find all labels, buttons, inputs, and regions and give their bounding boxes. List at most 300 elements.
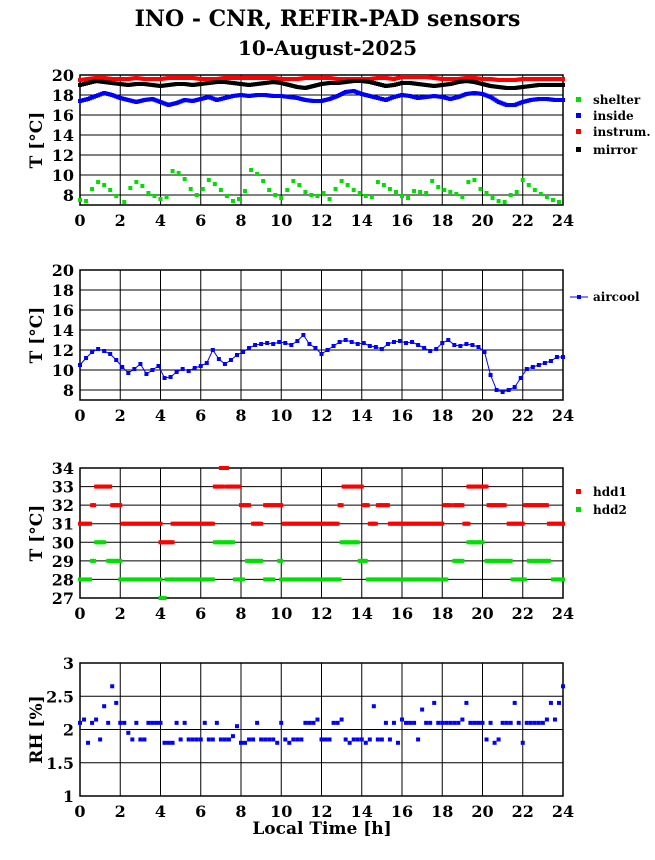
data-point [275, 741, 279, 745]
data-point [533, 721, 537, 725]
data-point [293, 96, 297, 100]
data-point [557, 701, 561, 705]
data-point [118, 503, 122, 507]
data-point [191, 737, 195, 741]
legend-item [576, 93, 641, 107]
data-point [442, 188, 446, 192]
data-point [150, 368, 154, 372]
x-tick-label: 20 [471, 604, 494, 623]
y-tick-label: 27 [51, 589, 74, 608]
data-point [146, 721, 150, 725]
data-point [84, 199, 88, 203]
data-point [175, 370, 179, 374]
data-point [398, 339, 402, 343]
data-point [523, 577, 527, 581]
legend-label: mirror [593, 143, 638, 157]
data-point [156, 84, 160, 88]
data-point [271, 577, 275, 581]
data-point [215, 721, 219, 725]
data-point [472, 721, 476, 725]
x-tick-label: 24 [551, 802, 575, 821]
y-tick-label: 12 [51, 341, 74, 360]
data-point [326, 76, 330, 80]
data-point [487, 84, 491, 88]
data-point [382, 183, 386, 187]
data-point [527, 84, 531, 88]
data-point [295, 339, 299, 343]
data-point [134, 180, 138, 184]
x-tick-label: 0 [74, 406, 86, 425]
data-point [140, 77, 144, 81]
y-tick-label: 18 [51, 86, 74, 105]
data-point [551, 198, 555, 202]
data-point [207, 737, 211, 741]
data-point [235, 724, 239, 728]
data-point [434, 347, 438, 351]
data-point [545, 195, 549, 199]
data-point [227, 737, 231, 741]
data-point [267, 737, 271, 741]
data-point [261, 76, 265, 80]
data-point [406, 81, 410, 85]
data-point [392, 340, 396, 344]
data-point [301, 86, 305, 90]
data-point [122, 200, 126, 204]
data-point [460, 195, 464, 199]
data-point [350, 79, 354, 83]
data-point [114, 194, 118, 198]
data-point [78, 198, 82, 202]
x-tick-label: 22 [511, 211, 534, 230]
data-point [213, 97, 217, 101]
data-point [159, 522, 163, 526]
data-point [140, 99, 144, 103]
y-tick-label: 16 [51, 106, 74, 125]
data-point [221, 485, 225, 489]
data-point [181, 99, 185, 103]
data-point [122, 721, 126, 725]
data-point [382, 76, 386, 80]
y-tick-label: 30 [51, 533, 74, 553]
data-point [392, 721, 396, 725]
data-point [179, 737, 183, 741]
data-point [424, 721, 428, 725]
data-point [535, 97, 539, 101]
data-point [503, 102, 507, 106]
data-point [366, 80, 370, 84]
data-point [114, 358, 118, 362]
data-point [557, 200, 561, 204]
data-point [326, 81, 330, 85]
data-point [108, 188, 112, 192]
data-point [239, 741, 243, 745]
data-point [301, 98, 305, 102]
data-point [263, 737, 267, 741]
data-point [167, 741, 171, 745]
data-point [213, 182, 217, 186]
data-point [460, 559, 464, 563]
data-point [132, 100, 136, 104]
data-point [116, 95, 120, 99]
data-point [92, 503, 96, 507]
data-point [148, 83, 152, 87]
data-point [183, 177, 187, 181]
data-point [336, 721, 340, 725]
data-point [189, 187, 193, 191]
x-tick-label: 4 [154, 211, 167, 230]
data-point [138, 737, 142, 741]
legend-label: instrum. [593, 125, 651, 139]
y-tick-label: 10 [51, 361, 74, 380]
data-point [94, 718, 98, 722]
data-point [549, 701, 553, 705]
data-point [328, 197, 332, 201]
data-point [205, 77, 209, 81]
data-point [90, 187, 94, 191]
data-point [509, 721, 513, 725]
y-tick-label: 18 [51, 281, 74, 300]
x-tick-label: 8 [235, 406, 247, 425]
data-point [436, 721, 440, 725]
x-tick-label: 10 [270, 406, 293, 425]
data-point [454, 192, 458, 196]
data-point [301, 333, 305, 337]
data-point [501, 390, 505, 394]
data-point [231, 734, 235, 738]
data-point [408, 721, 412, 725]
data-point [247, 737, 251, 741]
data-point [102, 704, 106, 708]
data-point [211, 348, 215, 352]
data-point [259, 522, 263, 526]
data-point [277, 81, 281, 85]
data-point [259, 342, 263, 346]
data-point [539, 192, 543, 196]
data-point [485, 191, 489, 195]
y-axis-label: T [°C] [27, 111, 47, 169]
data-point [269, 76, 273, 80]
legend-label: hdd2 [593, 503, 627, 517]
y-tick-label: 14 [51, 321, 74, 340]
data-point [279, 196, 283, 200]
y-axis-label: T [°C] [27, 306, 47, 364]
x-tick-label: 20 [471, 802, 494, 821]
data-point [535, 77, 539, 81]
data-point [241, 577, 245, 581]
data-point [293, 85, 297, 89]
data-point [561, 355, 565, 359]
data-point [229, 358, 233, 362]
data-point [460, 503, 464, 507]
data-point [513, 385, 517, 389]
data-point [199, 364, 203, 368]
x-tick-label: 8 [235, 802, 247, 821]
data-point [334, 187, 338, 191]
data-point [422, 75, 426, 79]
data-point [253, 76, 257, 80]
data-point [197, 77, 201, 81]
data-point [456, 721, 460, 725]
data-point [406, 75, 410, 79]
data-point [221, 76, 225, 80]
data-point [279, 559, 283, 563]
data-point [350, 340, 354, 344]
data-point [414, 75, 418, 79]
data-point [303, 721, 307, 725]
data-point [267, 188, 271, 192]
data-point [108, 485, 112, 489]
x-tick-label: 12 [310, 802, 333, 821]
data-point [309, 193, 313, 197]
data-point [464, 342, 468, 346]
data-point [259, 737, 263, 741]
data-point [150, 721, 154, 725]
data-point [358, 191, 362, 195]
data-point [386, 503, 390, 507]
data-point [386, 342, 390, 346]
data-point [199, 737, 203, 741]
data-point [398, 76, 402, 80]
data-point [356, 342, 360, 346]
y-tick-label: 10 [51, 166, 74, 185]
data-point [90, 721, 94, 725]
data-point [362, 341, 366, 345]
data-point [489, 373, 493, 377]
data-point [511, 86, 515, 90]
x-tick-label: 18 [431, 211, 454, 230]
data-point [364, 194, 368, 198]
x-tick-label: 22 [511, 406, 534, 425]
data-point [338, 340, 342, 344]
data-point [124, 77, 128, 81]
data-point [356, 737, 360, 741]
data-point [328, 737, 332, 741]
data-point [525, 367, 529, 371]
data-point [390, 77, 394, 81]
legend-swatch [576, 129, 581, 134]
data-point [320, 737, 324, 741]
data-point [382, 98, 386, 102]
data-point [416, 737, 420, 741]
data-point [460, 718, 464, 722]
data-point [511, 103, 515, 107]
data-point [360, 485, 364, 489]
x-tick-label: 0 [74, 802, 86, 821]
data-point [154, 721, 158, 725]
data-point [521, 741, 525, 745]
data-point [472, 178, 476, 182]
data-point [118, 559, 122, 563]
x-tick-label: 6 [195, 211, 207, 230]
legend-label: aircool [593, 290, 640, 304]
y-tick-label: 2 [62, 720, 74, 740]
x-tick-label: 14 [350, 604, 373, 623]
data-point [476, 345, 480, 349]
data-point [269, 80, 273, 84]
data-point [223, 737, 227, 741]
data-point [446, 97, 450, 101]
data-point [277, 340, 281, 344]
data-point [126, 731, 130, 735]
data-point [279, 721, 283, 725]
data-point [90, 350, 94, 354]
data-point [187, 369, 191, 373]
data-point [561, 522, 565, 526]
y-axis-label: T [°C] [27, 504, 47, 562]
data-point [380, 347, 384, 351]
data-point [344, 338, 348, 342]
data-point [118, 721, 122, 725]
data-point [106, 721, 110, 725]
data-point [438, 83, 442, 87]
data-point [390, 83, 394, 87]
data-point [440, 721, 444, 725]
x-tick-label: 12 [310, 406, 333, 425]
data-point [132, 82, 136, 86]
data-point [503, 86, 507, 90]
x-tick-label: 16 [390, 604, 414, 623]
data-point [205, 81, 209, 85]
y-tick-label: 14 [51, 126, 74, 145]
data-point [525, 721, 529, 725]
data-point [410, 340, 414, 344]
y-tick-label: 20 [51, 66, 74, 85]
data-point [163, 596, 167, 600]
data-point [406, 94, 410, 98]
data-point [495, 78, 499, 82]
data-point [225, 194, 229, 198]
data-point [420, 708, 424, 712]
y-tick-label: 31 [51, 514, 74, 534]
y-tick-label: 8 [62, 186, 74, 205]
data-point [513, 701, 517, 705]
data-point [134, 721, 138, 725]
data-point [247, 346, 251, 350]
data-point [478, 77, 482, 81]
data-point [559, 83, 563, 87]
data-point [259, 559, 263, 563]
data-point [444, 577, 448, 581]
data-point [183, 721, 187, 725]
data-point [517, 721, 521, 725]
data-point [92, 95, 96, 99]
data-point [440, 522, 444, 526]
data-point [231, 199, 235, 203]
data-point [336, 522, 340, 526]
data-point [501, 721, 505, 725]
data-point [452, 721, 456, 725]
x-tick-label: 24 [551, 211, 575, 230]
data-point [388, 737, 392, 741]
data-point [269, 94, 273, 98]
data-point [159, 197, 163, 201]
x-tick-label: 2 [114, 604, 126, 623]
x-tick-label: 0 [74, 211, 86, 230]
data-point [462, 79, 466, 83]
data-point [223, 362, 227, 366]
x-tick-label: 4 [154, 406, 167, 425]
data-point [374, 345, 378, 349]
x-tick-label: 16 [390, 406, 414, 425]
data-point [96, 180, 100, 184]
data-point [165, 83, 169, 87]
data-point [533, 188, 537, 192]
data-point [219, 188, 223, 192]
data-point [346, 183, 350, 187]
data-point [132, 367, 136, 371]
panel-relative-humidity [27, 654, 574, 821]
x-tick-label: 20 [471, 406, 494, 425]
data-point [171, 741, 175, 745]
data-point [203, 721, 207, 725]
x-tick-label: 18 [431, 406, 454, 425]
data-point [334, 77, 338, 81]
data-point [279, 503, 283, 507]
legend-item [576, 485, 627, 499]
data-point [241, 350, 245, 354]
data-point [551, 77, 555, 81]
data-point [547, 559, 551, 563]
x-tick-label: 14 [350, 802, 373, 821]
data-point [253, 93, 257, 97]
data-point [428, 721, 432, 725]
x-tick-label: 6 [195, 406, 207, 425]
data-point [277, 77, 281, 81]
data-point [515, 190, 519, 194]
x-tick-label: 2 [114, 406, 126, 425]
panel-temperature-sensors [27, 66, 651, 230]
data-point [430, 94, 434, 98]
y-tick-label: 1.5 [46, 753, 74, 773]
data-point [360, 737, 364, 741]
data-point [307, 342, 311, 346]
data-point [291, 179, 295, 183]
data-point [211, 522, 215, 526]
x-tick-label: 16 [390, 802, 414, 821]
panel-hdd [27, 459, 627, 623]
data-point [181, 367, 185, 371]
data-point [317, 76, 321, 80]
data-point [503, 200, 507, 204]
data-point [181, 82, 185, 86]
y-tick-label: 1 [62, 787, 74, 806]
data-point [173, 82, 177, 86]
data-point [454, 81, 458, 85]
data-point [406, 196, 410, 200]
data-point [163, 376, 167, 380]
data-point [527, 77, 531, 81]
data-point [205, 361, 209, 365]
data-point [376, 737, 380, 741]
legend-item [576, 143, 638, 157]
data-point [237, 485, 241, 489]
data-point [165, 102, 169, 106]
legend-item [576, 109, 634, 123]
x-tick-label: 10 [270, 604, 293, 623]
data-point [84, 356, 88, 360]
data-point [88, 577, 92, 581]
data-point [521, 178, 525, 182]
x-tick-label: 24 [551, 406, 575, 425]
data-point [400, 718, 404, 722]
data-point [311, 721, 315, 725]
data-point [243, 189, 247, 193]
data-point [88, 522, 92, 526]
data-point [78, 363, 82, 367]
data-point [366, 94, 370, 98]
data-point [430, 84, 434, 88]
data-point [470, 80, 474, 84]
